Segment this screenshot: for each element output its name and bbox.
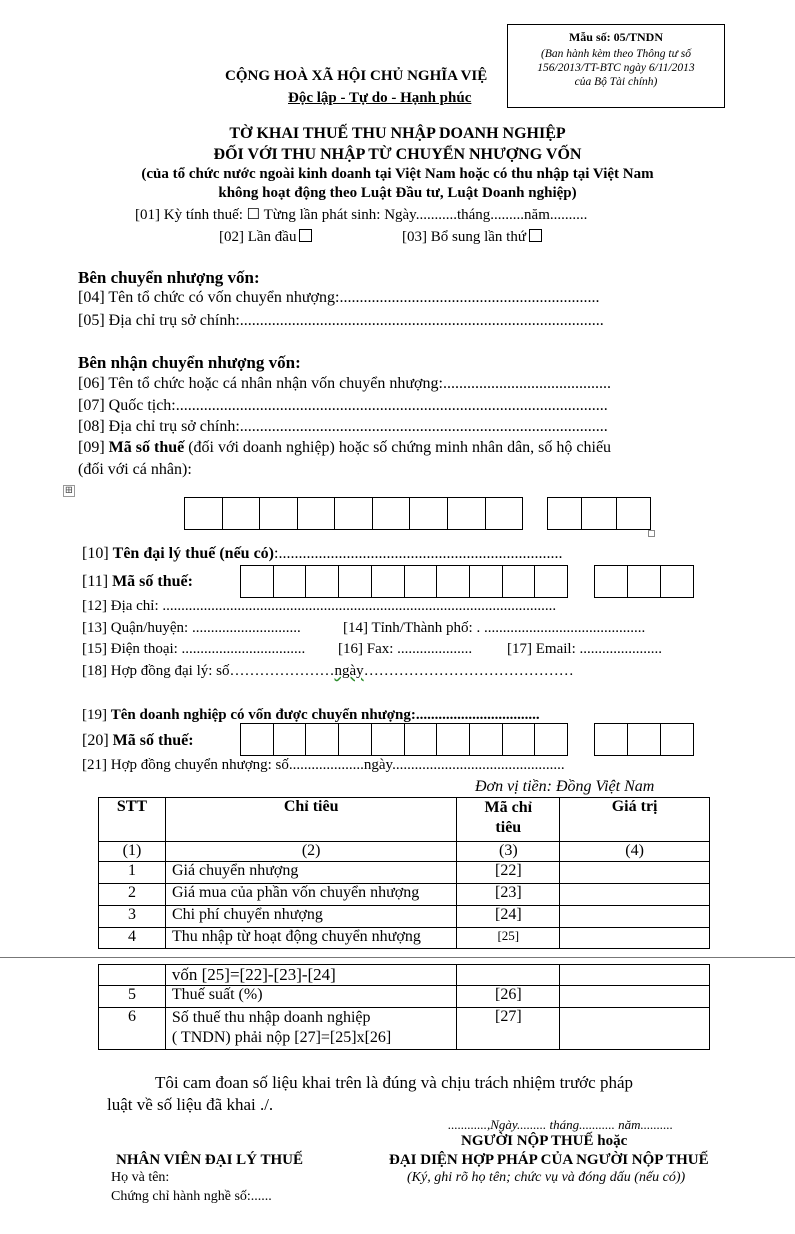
table-row — [99, 906, 710, 928]
digit-cell[interactable] — [306, 566, 339, 597]
field-20 — [82, 732, 194, 750]
supplement-label: [03] Bổ sung lần thứ — [402, 229, 526, 245]
form-code: Mẫu số: 05/TNDN — [568, 30, 663, 44]
digit-cell[interactable] — [437, 724, 470, 755]
id-number-grid-suffix[interactable] — [547, 497, 651, 530]
header-criteria: Chỉ tiêu — [165, 798, 456, 842]
num-1: (1) — [99, 842, 166, 862]
row-value-cell[interactable] — [560, 884, 710, 906]
country-name: CỘNG HOÀ XÃ HỘI CHỦ NGHĨA VIỆ — [225, 68, 488, 84]
declaration-line1: Tôi cam đoan số liệu khai trên là đúng và chịu trách nhiệm trước pháp — [155, 1073, 634, 1092]
field-20-bold: Mã số thuế: — [112, 732, 194, 749]
row-code: [24] — [457, 906, 560, 928]
num-2: (2) — [165, 842, 456, 862]
row-name: Giá mua của phần vốn chuyển nhượng — [165, 884, 456, 906]
field-11 — [82, 573, 193, 591]
form-decree-line3: của Bộ Tài chính) — [574, 76, 658, 88]
tax-period: [01] Kỳ tính thuế: ☐ Từng lần phát sinh: Ngày...........tháng.........năm.......... — [135, 207, 588, 223]
row-code: [26] — [457, 986, 560, 1008]
field-20-prefix: [20] — [82, 732, 113, 749]
company-tax-code-grid-main[interactable] — [240, 723, 568, 756]
row-name: Giá chuyển nhượng — [165, 862, 456, 884]
field-16: [16] Fax: .................... — [338, 641, 473, 657]
taxpayer-title-line1: NGƯỜI NỘP THUẾ hoặc — [461, 1133, 628, 1149]
first-time-field — [219, 229, 312, 246]
table-header-row — [99, 798, 710, 842]
digit-cell[interactable] — [595, 566, 628, 597]
field-17: [17] Email: ...................... — [507, 641, 662, 657]
field-19-prefix: [19] — [82, 707, 111, 723]
title-line2: ĐỐI VỚI THU NHẬP TỪ CHUYỂN NHƯỢNG VỐN — [213, 146, 582, 163]
digit-cell[interactable] — [260, 498, 298, 529]
field-11-bold: Mã số thuế: — [112, 573, 193, 590]
row-value-cell[interactable] — [560, 1008, 710, 1050]
digit-cell[interactable] — [241, 566, 274, 597]
title-line4: không hoạt động theo Luật Đầu tư, Luật Doanh nghiệp) — [218, 185, 577, 201]
field-14: [14] Tỉnh/Thành phố: . ........................................... — [343, 620, 646, 636]
num-4: (4) — [560, 842, 710, 862]
row-name: Thu nhập từ hoạt động chuyển nhượng — [165, 928, 456, 949]
row-value-cell[interactable] — [560, 906, 710, 928]
agent-tax-code-grid-main[interactable] — [240, 565, 568, 598]
form-code-box — [507, 24, 725, 108]
digit-cell[interactable] — [372, 566, 405, 597]
digit-cell[interactable] — [372, 724, 405, 755]
row-value-cell[interactable] — [560, 928, 710, 949]
digit-cell[interactable] — [628, 566, 661, 597]
signing-date: ............,Ngày......... tháng........... năm.......... — [448, 1117, 673, 1132]
field-10-bold: Tên đại lý thuế (nếu có) — [112, 545, 274, 562]
digit-cell[interactable] — [535, 566, 567, 597]
digit-cell[interactable] — [503, 724, 536, 755]
digit-cell[interactable] — [661, 566, 693, 597]
field-08: [08] Địa chỉ trụ sở chính:............................................................................................ — [78, 418, 608, 435]
field-09 — [78, 439, 611, 457]
row-stt: 4 — [99, 928, 166, 949]
field-13: [13] Quận/huyện: ............................. — [82, 620, 301, 636]
field-18-post: …………………………………… — [363, 663, 574, 679]
row-value-cell[interactable] — [560, 986, 710, 1008]
field-09-bold: Mã số thuế — [108, 439, 185, 456]
digit-cell[interactable] — [185, 498, 223, 529]
digit-cell[interactable] — [306, 724, 339, 755]
digit-cell[interactable] — [503, 566, 536, 597]
row-stt: 2 — [99, 884, 166, 906]
row-name-line2: ( TNDN) phải nộp [27]=[25]x[26] — [171, 1029, 392, 1046]
digit-cell[interactable] — [535, 724, 567, 755]
digit-cell[interactable] — [298, 498, 336, 529]
supplement-checkbox[interactable] — [529, 229, 542, 242]
digit-cell[interactable] — [448, 498, 486, 529]
table-numbering-row — [99, 842, 710, 862]
field-05: [05] Địa chỉ trụ sở chính:........................................................................................... — [78, 312, 604, 329]
transferor-heading: Bên chuyển nhượng vốn: — [78, 268, 260, 287]
digit-cell[interactable] — [241, 724, 274, 755]
table-row — [99, 884, 710, 906]
digit-cell[interactable] — [335, 498, 373, 529]
field-10 — [82, 545, 562, 563]
field-10-prefix: [10] — [82, 545, 113, 562]
header-value: Giá trị — [560, 798, 710, 842]
field-11-prefix: [11] — [82, 573, 113, 590]
national-motto: Độc lập - Tự do - Hạnh phúc — [288, 90, 472, 106]
digit-cell[interactable] — [628, 724, 661, 755]
row-name: Thuế suất (%) — [165, 986, 457, 1008]
declaration-line2: luật về số liệu đã khai ./. — [107, 1095, 274, 1114]
field-09-rest: (đối với doanh nghiệp) hoặc số chứng minh nhân dân, số hộ chiếu — [184, 439, 612, 456]
field-21: [21] Hợp đồng chuyển nhượng: số....................ngày.............................................. — [82, 757, 565, 773]
taxpayer-title-line2: ĐẠI DIỆN HỢP PHÁP CỦA NGƯỜI NỘP THUẾ — [389, 1152, 709, 1168]
id-number-grid-main[interactable] — [184, 497, 523, 530]
digit-cell[interactable] — [595, 724, 628, 755]
tax-table-part2 — [98, 964, 710, 1050]
field-18 — [82, 663, 574, 680]
tax-table-part1 — [98, 797, 710, 949]
header-code-line2: tiêu — [495, 819, 522, 836]
agent-staff-name: Họ và tên: — [111, 1170, 170, 1185]
supplement-field — [402, 229, 542, 246]
row-name — [165, 1008, 457, 1050]
field-04: [04] Tên tổ chức có vốn chuyển nhượng:................................................................. — [78, 289, 600, 306]
row-name-line1: Số thuế thu nhập doanh nghiệp — [171, 1009, 371, 1026]
row-stt: 6 — [99, 1008, 166, 1050]
digit-cell[interactable] — [470, 724, 503, 755]
table-row — [99, 928, 710, 949]
first-time-checkbox[interactable] — [299, 229, 312, 242]
row-stt: 3 — [99, 906, 166, 928]
agent-staff-title: NHÂN VIÊN ĐẠI LÝ THUẾ — [116, 1152, 303, 1168]
agent-staff-cert: Chứng chỉ hành nghề số:...... — [111, 1189, 272, 1204]
header-code — [457, 798, 560, 842]
digit-cell[interactable] — [405, 724, 438, 755]
digit-cell[interactable] — [470, 566, 503, 597]
digit-cell[interactable] — [339, 724, 372, 755]
table-row — [99, 965, 710, 986]
header-code-line1: Mã chỉ — [484, 799, 533, 816]
field-18-pre: [18] Hợp đồng đại lý: số………………… — [82, 663, 335, 679]
digit-cell[interactable] — [223, 498, 261, 529]
transferee-heading: Bên nhận chuyển nhượng vốn: — [78, 353, 301, 372]
row-code — [457, 965, 560, 986]
field-09-line2: (đối với cá nhân): — [78, 461, 192, 478]
field-12: [12] Địa chỉ: ......................................................................................................... — [82, 598, 557, 614]
digit-cell[interactable] — [410, 498, 448, 529]
taxpayer-sign-note: (Ký, ghi rõ họ tên; chức vụ và đóng dấu (nếu có)) — [407, 1170, 686, 1185]
table-move-icon[interactable]: ⊞ — [64, 485, 74, 496]
row-stt: 5 — [99, 986, 166, 1008]
page-break — [0, 957, 795, 958]
table-row — [99, 986, 710, 1008]
header-stt: STT — [99, 798, 166, 842]
digit-cell[interactable] — [661, 724, 693, 755]
field-19 — [82, 707, 540, 724]
row-value-cell[interactable] — [560, 862, 710, 884]
row-name: Chi phí chuyển nhượng — [165, 906, 456, 928]
digit-cell[interactable] — [405, 566, 438, 597]
row-code: [23] — [457, 884, 560, 906]
digit-cell[interactable] — [548, 498, 582, 529]
company-tax-code-grid-suffix[interactable] — [594, 723, 694, 756]
digit-cell[interactable] — [339, 566, 372, 597]
digit-cell[interactable] — [486, 498, 523, 529]
digit-cell[interactable] — [373, 498, 411, 529]
title-line1: TỜ KHAI THUẾ THU NHẬP DOANH NGHIỆP — [229, 125, 566, 142]
digit-cell[interactable] — [274, 566, 307, 597]
resize-handle[interactable] — [648, 530, 655, 537]
row-stt: 1 — [99, 862, 166, 884]
row-code: [27] — [457, 1008, 560, 1050]
field-09-prefix: [09] — [78, 439, 109, 456]
field-18-mid: ngày — [334, 663, 364, 679]
row-value-cell[interactable] — [560, 965, 710, 986]
digit-cell[interactable] — [582, 498, 616, 529]
digit-cell[interactable] — [274, 724, 307, 755]
row-code: [22] — [457, 862, 560, 884]
currency-note: Đơn vị tiền: Đồng Việt Nam — [475, 778, 655, 795]
form-decree-line2: 156/2013/TT-BTC ngày 6/11/2013 — [537, 62, 695, 74]
title-line3: (của tổ chức nước ngoài kinh doanh tại Việt Nam hoặc có thu nhập tại Việt Nam — [141, 166, 654, 182]
num-3: (3) — [457, 842, 560, 862]
agent-tax-code-grid-suffix[interactable] — [594, 565, 694, 598]
row-code: [25] — [457, 928, 560, 949]
digit-cell[interactable] — [617, 498, 650, 529]
field-15: [15] Điện thoại: ................................. — [82, 641, 306, 657]
field-10-dots: :....................................................................... — [274, 545, 563, 562]
field-19-bold: Tên doanh nghiệp có vốn được chuyển nhượng:................................. — [110, 707, 540, 723]
row-name-continued: vốn [25]=[22]-[23]-[24] — [165, 965, 457, 986]
table-row — [99, 1008, 710, 1050]
digit-cell[interactable] — [437, 566, 470, 597]
row-stt — [99, 965, 166, 986]
table-row — [99, 862, 710, 884]
field-07: [07] Quốc tịch:............................................................................................................ — [78, 397, 608, 414]
form-decree-line1: (Ban hành kèm theo Thông tư số — [540, 48, 691, 60]
field-06: [06] Tên tổ chức hoặc cá nhân nhận vốn chuyển nhượng:.......................................... — [78, 375, 611, 392]
first-time-label: [02] Lần đầu — [219, 229, 297, 245]
